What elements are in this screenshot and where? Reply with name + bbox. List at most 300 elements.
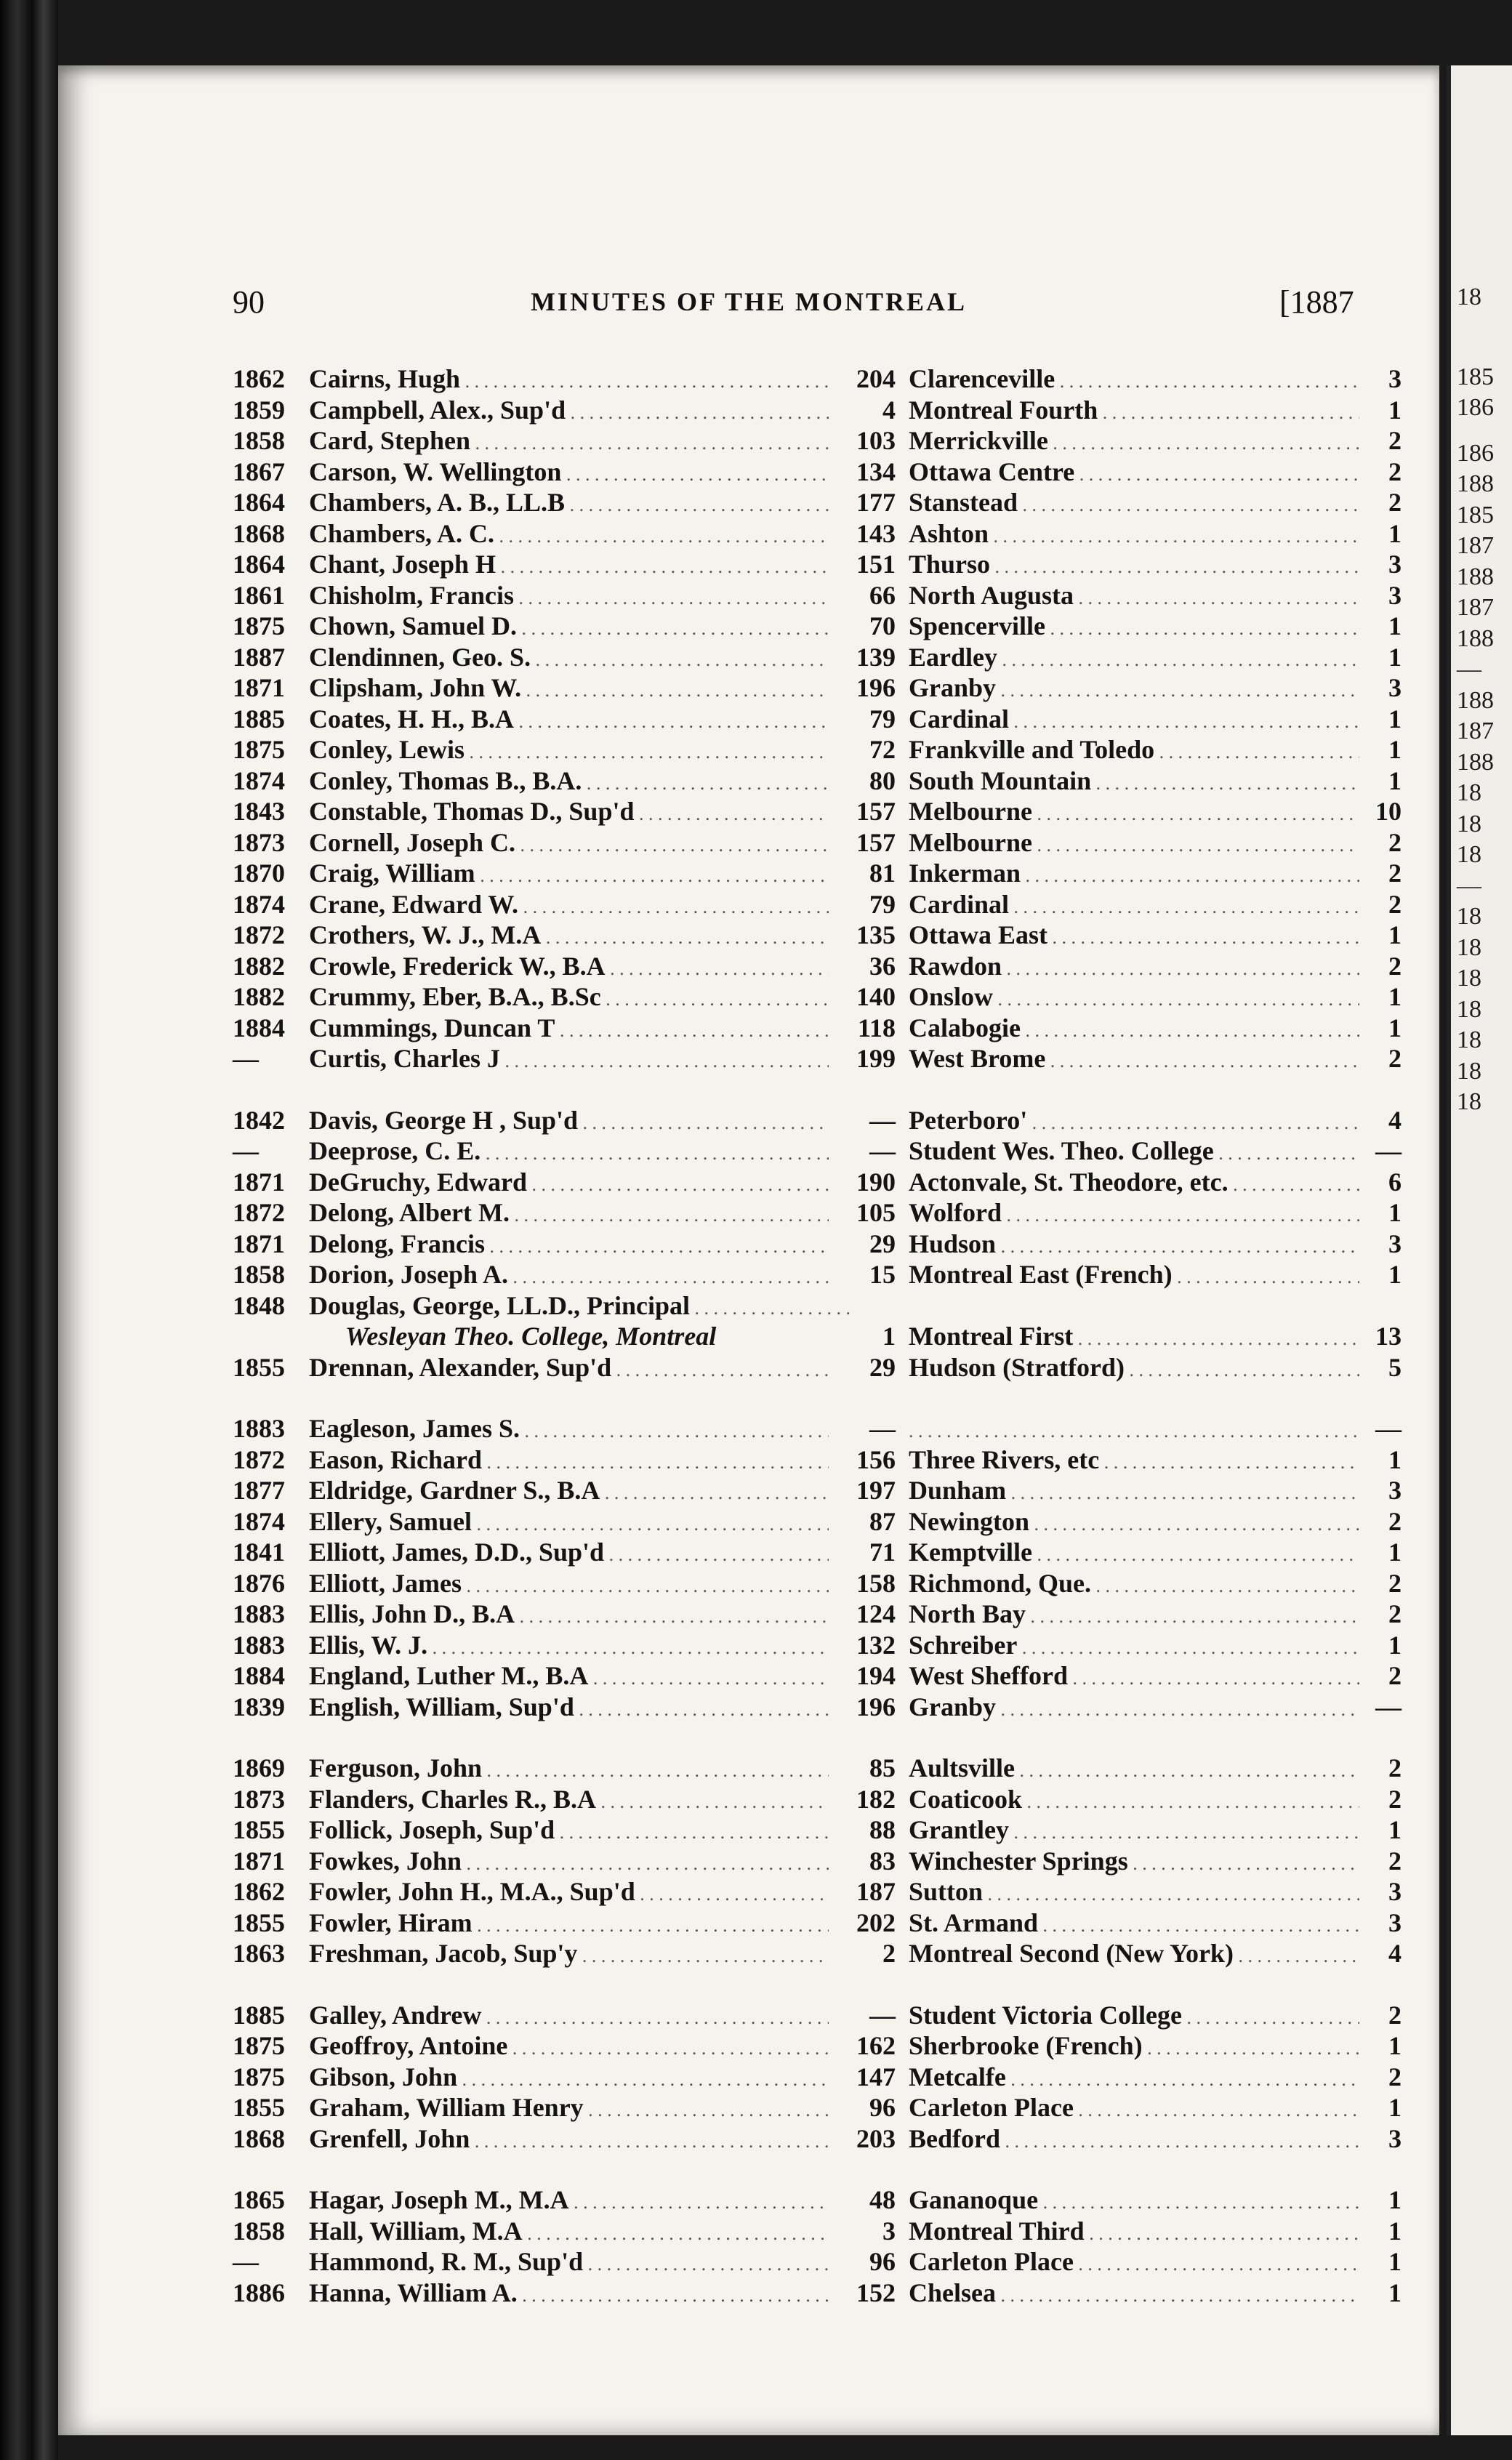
document-page: [58, 65, 1439, 2435]
entry-years: 2: [1359, 1784, 1402, 1814]
entry-year: 1839: [233, 1692, 285, 1721]
adjacent-page-fragment: 188: [1457, 687, 1494, 714]
entry-station: Aultsville . . .: [909, 1753, 1388, 1783]
adjacent-page-fragment: 18: [1457, 811, 1481, 837]
entry-row: [58, 2030, 1439, 2062]
entry-years: 1: [1359, 1814, 1402, 1845]
entry-station: West Shefford . . .: [909, 1660, 1388, 1691]
adjacent-page-fragment: 18: [1457, 1026, 1481, 1053]
entry-name: Cummings, Duncan T . . .: [309, 1013, 850, 1043]
entry-year: —: [233, 1044, 259, 1073]
entry-station: Thurso . . .: [909, 549, 1388, 579]
entry-year: 1869: [233, 1753, 285, 1782]
entry-years: 1: [1359, 1537, 1402, 1567]
entry-station: Metcalfe . . .: [909, 2062, 1388, 2092]
entry-name: Craig, William . . .: [309, 858, 850, 888]
entry-years: —: [1359, 1135, 1402, 1166]
entry-years: 1: [1359, 981, 1402, 1012]
adjacent-page-fragment: 18: [1457, 996, 1481, 1023]
entry-name: Fowler, Hiram . . .: [309, 1908, 850, 1938]
entry-year: 1875: [233, 735, 285, 764]
entry-page: —: [829, 1135, 896, 1166]
entry-group: [58, 1753, 1439, 1969]
entry-year: 1842: [233, 1105, 285, 1135]
entry-row: [58, 1876, 1439, 1908]
entry-row: [58, 1259, 1439, 1290]
entry-name: Delong, Albert M. . . .: [309, 1197, 850, 1228]
entry-page: —: [829, 1413, 896, 1444]
entry-years: 2: [1359, 889, 1402, 920]
entry-page: 85: [829, 1753, 896, 1783]
entry-year: 1865: [233, 2185, 285, 2214]
entry-page: 15: [829, 1259, 896, 1290]
entry-years: 3: [1359, 1229, 1402, 1259]
entry-years: 1: [1359, 920, 1402, 950]
entry-page: 2: [829, 1938, 896, 1969]
adjacent-page-fragment: 188: [1457, 470, 1494, 497]
entry-row: [58, 580, 1439, 611]
entry-row: [58, 951, 1439, 982]
entry-years: 3: [1359, 1908, 1402, 1938]
entry-station: Ottawa East . . .: [909, 920, 1388, 950]
entry-station: Newington . . .: [909, 1506, 1388, 1537]
entry-year: 1872: [233, 1444, 285, 1474]
entry-name: Ellis, John D., B.A . . .: [309, 1599, 850, 1629]
entry-page: 196: [829, 672, 896, 703]
entry-year: 1875: [233, 611, 285, 640]
entry-year: 1884: [233, 1661, 285, 1690]
entry-years: 1: [1359, 1630, 1402, 1660]
entry-years: 4: [1359, 1105, 1402, 1135]
entry-row: [58, 672, 1439, 704]
entry-station: West Brome . . .: [909, 1043, 1388, 1074]
entry-years: 2: [1359, 2062, 1402, 2092]
entry-station: Frankville and Toledo . . .: [909, 734, 1388, 765]
entry-page: 79: [829, 889, 896, 920]
entry-row: [58, 642, 1439, 673]
entry-page: 203: [829, 2123, 896, 2154]
entry-station: Richmond, Que. . . .: [909, 1568, 1388, 1599]
entry-station: Gananoque . . .: [909, 2184, 1388, 2215]
entry-name: Chown, Samuel D. . . .: [309, 611, 850, 641]
entry-page: 4: [829, 395, 896, 425]
entry-year: 1875: [233, 2062, 285, 2091]
entry-name: Conley, Thomas B., B.A. . . .: [309, 765, 850, 796]
entry-name: Graham, William Henry . . .: [309, 2092, 850, 2123]
entry-years: 2: [1359, 1506, 1402, 1537]
adjacent-page-fragment: 186: [1457, 394, 1494, 421]
entry-row: [58, 1105, 1439, 1136]
entry-page: 190: [829, 1167, 896, 1197]
entry-page: 81: [829, 858, 896, 888]
entry-row: [58, 2000, 1439, 2031]
entry-year: 1859: [233, 395, 285, 425]
entry-page: 3: [829, 2216, 896, 2246]
entry-station: Granby . . .: [909, 1692, 1388, 1722]
entry-row: [58, 1167, 1439, 1198]
entry-page: 87: [829, 1506, 896, 1537]
entry-page: 80: [829, 765, 896, 796]
entry-name: Eldridge, Gardner S., B.A . . .: [309, 1475, 850, 1506]
entry-station: Sherbrooke (French) . . .: [909, 2030, 1388, 2061]
entry-year: 1864: [233, 488, 285, 517]
adjacent-page-fragment: 18: [1457, 1058, 1481, 1085]
entry-station: Cardinal . . .: [909, 889, 1388, 920]
entry-row: [58, 981, 1439, 1013]
entry-station: Coaticook . . .: [909, 1784, 1388, 1814]
entry-name: Crowle, Frederick W., B.A . . .: [309, 951, 850, 981]
entry-year: 1872: [233, 1198, 285, 1227]
entry-page: 147: [829, 2062, 896, 2092]
entry-row: [58, 1413, 1439, 1444]
entry-row: [58, 2062, 1439, 2093]
entry-row: [58, 1506, 1439, 1538]
entry-row: [58, 1660, 1439, 1692]
entry-row: [58, 1043, 1439, 1074]
entry-station: Spencerville . . .: [909, 611, 1388, 641]
entry-years: 2: [1359, 2000, 1402, 2030]
entry-year: 1873: [233, 827, 285, 857]
entry-page: 156: [829, 1444, 896, 1475]
entry-row: [58, 1630, 1439, 1661]
entry-years: 3: [1359, 580, 1402, 611]
entry-station: Rawdon . . .: [909, 951, 1388, 981]
entry-page: 139: [829, 642, 896, 672]
entry-page: 132: [829, 1630, 896, 1660]
entry-station: North Augusta . . .: [909, 580, 1388, 611]
entry-year: 1871: [233, 1167, 285, 1197]
entry-year: 1843: [233, 797, 285, 826]
entry-row: [58, 425, 1439, 457]
entry-name: Follick, Joseph, Sup'd . . .: [309, 1814, 850, 1845]
entry-station: Inkerman . . .: [909, 858, 1388, 888]
entry-name: Hall, William, M.A . . .: [309, 2216, 850, 2246]
entry-years: 1: [1359, 2278, 1402, 2308]
entry-years: 2: [1359, 1568, 1402, 1599]
entry-row: [58, 1599, 1439, 1630]
entry-year: 1873: [233, 1784, 285, 1814]
entry-name: Ellery, Samuel . . .: [309, 1506, 850, 1537]
entry-name: Dorion, Joseph A. . . .: [309, 1259, 850, 1290]
entry-station: South Mountain . . .: [909, 765, 1388, 796]
entry-row: [58, 2184, 1439, 2216]
entry-row: [58, 734, 1439, 765]
entry-name: Hagar, Joseph M., M.A . . .: [309, 2184, 850, 2215]
entry-row: [58, 1013, 1439, 1044]
entry-page: 199: [829, 1043, 896, 1074]
adjacent-page-fragment: —: [1457, 656, 1481, 683]
entry-year: 1870: [233, 859, 285, 888]
entry-year: 1882: [233, 982, 285, 1011]
entry-station: Schreiber . . .: [909, 1630, 1388, 1660]
entry-page: 96: [829, 2092, 896, 2123]
adjacent-page-fragment: 187: [1457, 532, 1494, 559]
entry-year: 1885: [233, 2000, 285, 2030]
entry-year: 1862: [233, 364, 285, 393]
entry-page: —: [829, 2000, 896, 2030]
entry-page: 83: [829, 1846, 896, 1876]
entry-year: 1868: [233, 2123, 285, 2153]
entry-row: [58, 1908, 1439, 1939]
entry-row: [58, 858, 1439, 889]
entry-page: 135: [829, 920, 896, 950]
entry-name: Cornell, Joseph C. . . .: [309, 827, 850, 858]
entry-years: 3: [1359, 1876, 1402, 1907]
entry-station: Stanstead . . .: [909, 487, 1388, 518]
entry-years: 1: [1359, 518, 1402, 549]
adjacent-page-fragment: 186: [1457, 440, 1494, 467]
entry-year: 1882: [233, 951, 285, 981]
entry-station: North Bay . . .: [909, 1599, 1388, 1629]
entry-row: [58, 704, 1439, 735]
entry-row: [58, 1290, 1439, 1352]
adjacent-page-fragment: 187: [1457, 718, 1494, 744]
entry-station: Granby . . .: [909, 672, 1388, 703]
entry-station: Bedford . . .: [909, 2123, 1388, 2154]
entry-page: 157: [829, 827, 896, 858]
entry-name: Delong, Francis . . .: [309, 1229, 850, 1259]
entry-station: Montreal Fourth . . .: [909, 395, 1388, 425]
entry-year: 1874: [233, 765, 285, 795]
adjacent-page-fragment: 18: [1457, 903, 1481, 930]
entry-page: 177: [829, 487, 896, 518]
entry-years: 1: [1359, 2030, 1402, 2061]
adjacent-page-fragment: 18: [1457, 934, 1481, 961]
entry-name: Ellis, W. J. . . .: [309, 1630, 850, 1660]
entry-page: 1: [829, 1321, 896, 1351]
entry-year: 1841: [233, 1538, 285, 1567]
entry-year: 1876: [233, 1568, 285, 1598]
entry-name-continuation: Wesleyan Theo. College, Montreal: [345, 1321, 717, 1351]
entry-row: [58, 1229, 1439, 1260]
entry-year: 1868: [233, 518, 285, 548]
entry-year: 1863: [233, 1939, 285, 1968]
entry-years: 1: [1359, 1444, 1402, 1475]
entry-row: [58, 611, 1439, 642]
entry-row: [58, 765, 1439, 797]
entry-page: 143: [829, 518, 896, 549]
entry-year: 1885: [233, 704, 285, 733]
entry-station: Montreal East (French) . . .: [909, 1259, 1388, 1290]
entry-name: Hammond, R. M., Sup'd . . .: [309, 2246, 850, 2277]
entry-year: 1855: [233, 1908, 285, 1937]
entry-year: 1871: [233, 1229, 285, 1258]
entry-name: Fowkes, John . . .: [309, 1846, 850, 1876]
entry-station: Winchester Springs . . .: [909, 1846, 1388, 1876]
entry-years: 1: [1359, 2216, 1402, 2246]
adjacent-page-fragment: 188: [1457, 625, 1494, 652]
entry-name: Ferguson, John . . .: [309, 1753, 850, 1783]
running-title: MINUTES OF THE MONTREAL: [530, 287, 968, 316]
entry-year: 1883: [233, 1630, 285, 1660]
entry-row: [58, 2123, 1439, 2155]
entry-year: 1855: [233, 1815, 285, 1844]
entry-name: Eason, Richard . . .: [309, 1444, 850, 1475]
entry-year: 1875: [233, 2031, 285, 2060]
entry-row: [58, 1444, 1439, 1476]
entry-station: St. Armand . . .: [909, 1908, 1388, 1938]
entry-name: Davis, George H , Sup'd . . .: [309, 1105, 850, 1135]
entry-page: 151: [829, 549, 896, 579]
entry-row: [58, 1846, 1439, 1877]
entry-years: 2: [1359, 858, 1402, 888]
entry-years: 1: [1359, 704, 1402, 734]
entry-years: 1: [1359, 765, 1402, 796]
entry-page: —: [829, 1105, 896, 1135]
entry-name: Crummy, Eber, B.A., B.Sc . . .: [309, 981, 850, 1012]
entry-group: [58, 2000, 1439, 2155]
entry-page: 182: [829, 1784, 896, 1814]
entry-station: Ashton . . .: [909, 518, 1388, 549]
entry-years: —: [1359, 1413, 1402, 1444]
entry-years: —: [1359, 1692, 1402, 1722]
entry-page: 71: [829, 1537, 896, 1567]
entry-name: English, William, Sup'd . . .: [309, 1692, 850, 1722]
entry-row: [58, 518, 1439, 550]
entry-year: 1848: [233, 1290, 285, 1320]
entry-page: 202: [829, 1908, 896, 1938]
entry-years: 2: [1359, 1846, 1402, 1876]
book-binding: [0, 0, 58, 2460]
entry-page: 162: [829, 2030, 896, 2061]
entry-years: 1: [1359, 642, 1402, 672]
entry-years: 3: [1359, 549, 1402, 579]
entry-years: 1: [1359, 1013, 1402, 1043]
entry-name: Galley, Andrew . . .: [309, 2000, 850, 2030]
entry-page: 70: [829, 611, 896, 641]
entry-name: Flanders, Charles R., B.A . . .: [309, 1784, 850, 1814]
header-year: [1887: [1279, 284, 1354, 320]
entry-name: Card, Stephen . . .: [309, 425, 850, 456]
entry-name: Chambers, A. B., LL.B . . .: [309, 487, 850, 518]
entry-page: 36: [829, 951, 896, 981]
entry-name: Eagleson, James S. . . .: [309, 1413, 850, 1444]
entry-page: 79: [829, 704, 896, 734]
entry-row: [58, 827, 1439, 859]
entry-years: 1: [1359, 1259, 1402, 1290]
entry-year: 1874: [233, 1506, 285, 1536]
entry-years: 3: [1359, 672, 1402, 703]
entry-row: [58, 1352, 1439, 1383]
entry-year: 1855: [233, 1352, 285, 1382]
entry-years: 2: [1359, 1043, 1402, 1074]
entry-name: Crane, Edward W. . . .: [309, 889, 850, 920]
entry-group: [58, 363, 1439, 1074]
entry-year: 1858: [233, 1260, 285, 1289]
adjacent-page-number: 18: [1457, 284, 1481, 310]
entry-page: 204: [829, 363, 896, 394]
entry-group: [58, 1413, 1439, 1722]
entry-page: 134: [829, 457, 896, 487]
entry-year: 1864: [233, 550, 285, 579]
entry-years: 1: [1359, 734, 1402, 765]
entry-name: Crothers, W. J., M.A . . .: [309, 920, 850, 950]
entry-years: 10: [1359, 796, 1402, 827]
entry-row: [58, 1568, 1439, 1599]
adjacent-page-fragment: 185: [1457, 363, 1494, 390]
adjacent-page-fragment: 187: [1457, 594, 1494, 621]
entry-station: Hudson . . .: [909, 1229, 1388, 1259]
adjacent-page-fragment: 185: [1457, 502, 1494, 528]
ministers-list: [58, 363, 1439, 2339]
entry-page: 96: [829, 2246, 896, 2277]
entry-name: Elliott, James . . .: [309, 1568, 850, 1599]
entry-year: 1884: [233, 1013, 285, 1042]
entry-name: Chant, Joseph H . . .: [309, 549, 850, 579]
entry-station: Sutton . . .: [909, 1876, 1388, 1907]
entry-station: Melbourne . . .: [909, 827, 1388, 858]
entry-years: 2: [1359, 457, 1402, 487]
entry-years: 3: [1359, 1475, 1402, 1506]
entry-page: 196: [829, 1692, 896, 1722]
entry-years: 2: [1359, 951, 1402, 981]
entry-station: Peterboro' . . .: [909, 1105, 1388, 1135]
adjacent-page-fragment: 18: [1457, 1088, 1481, 1115]
entry-years: 1: [1359, 2184, 1402, 2215]
page-number: 90: [233, 284, 265, 320]
entry-year: 1861: [233, 580, 285, 610]
entry-years: 2: [1359, 827, 1402, 858]
entry-station: Melbourne . . .: [909, 796, 1388, 827]
entry-year: 1871: [233, 1846, 285, 1876]
entry-years: 2: [1359, 1753, 1402, 1783]
adjacent-page-fragment: 18: [1457, 841, 1481, 868]
entry-station: Three Rivers, etc . . .: [909, 1444, 1388, 1475]
entry-name: DeGruchy, Edward . . .: [309, 1167, 850, 1197]
entry-page: 152: [829, 2278, 896, 2308]
page-header: [58, 284, 1439, 320]
entry-station: Student Victoria College . . .: [909, 2000, 1388, 2030]
entry-station: Eardley . . .: [909, 642, 1388, 672]
entry-station: Montreal Second (New York) . . .: [909, 1938, 1388, 1969]
entry-station: Calabogie . . .: [909, 1013, 1388, 1043]
entry-row: [58, 796, 1439, 827]
entry-page: 124: [829, 1599, 896, 1629]
entry-years: 2: [1359, 1599, 1402, 1629]
entry-station: Montreal First . . .: [909, 1321, 1388, 1351]
entry-years: 13: [1359, 1321, 1402, 1351]
entry-years: 5: [1359, 1352, 1402, 1383]
entry-page: 48: [829, 2184, 896, 2215]
entry-page: 29: [829, 1229, 896, 1259]
entry-name: Geoffroy, Antoine . . .: [309, 2030, 850, 2061]
entry-year: 1867: [233, 457, 285, 486]
entry-station: Montreal Third . . .: [909, 2216, 1388, 2246]
entry-station: Student Wes. Theo. College . . .: [909, 1135, 1388, 1166]
entry-name: Freshman, Jacob, Sup'y . . .: [309, 1938, 850, 1969]
entry-page: 194: [829, 1660, 896, 1691]
entry-year: 1886: [233, 2278, 285, 2307]
entry-years: 1: [1359, 1197, 1402, 1228]
entry-name: Conley, Lewis . . .: [309, 734, 850, 765]
entry-station: Actonvale, St. Theodore, etc. . . .: [909, 1167, 1388, 1197]
entry-name: Fowler, John H., M.A., Sup'd . . .: [309, 1876, 850, 1907]
entry-year: 1874: [233, 889, 285, 919]
entry-row: [58, 2278, 1439, 2309]
entry-page: 118: [829, 1013, 896, 1043]
entry-page: 29: [829, 1352, 896, 1383]
entry-row: [58, 2216, 1439, 2247]
entry-row: [58, 395, 1439, 426]
entry-page: 187: [829, 1876, 896, 1907]
entry-year: 1858: [233, 426, 285, 455]
entry-name: Chisholm, Francis . . .: [309, 580, 850, 611]
entry-years: 3: [1359, 363, 1402, 394]
entry-name: Drennan, Alexander, Sup'd . . .: [309, 1352, 850, 1383]
entry-page: 72: [829, 734, 896, 765]
entry-name: Clipsham, John W. . . .: [309, 672, 850, 703]
entry-station: Carleton Place . . .: [909, 2246, 1388, 2277]
